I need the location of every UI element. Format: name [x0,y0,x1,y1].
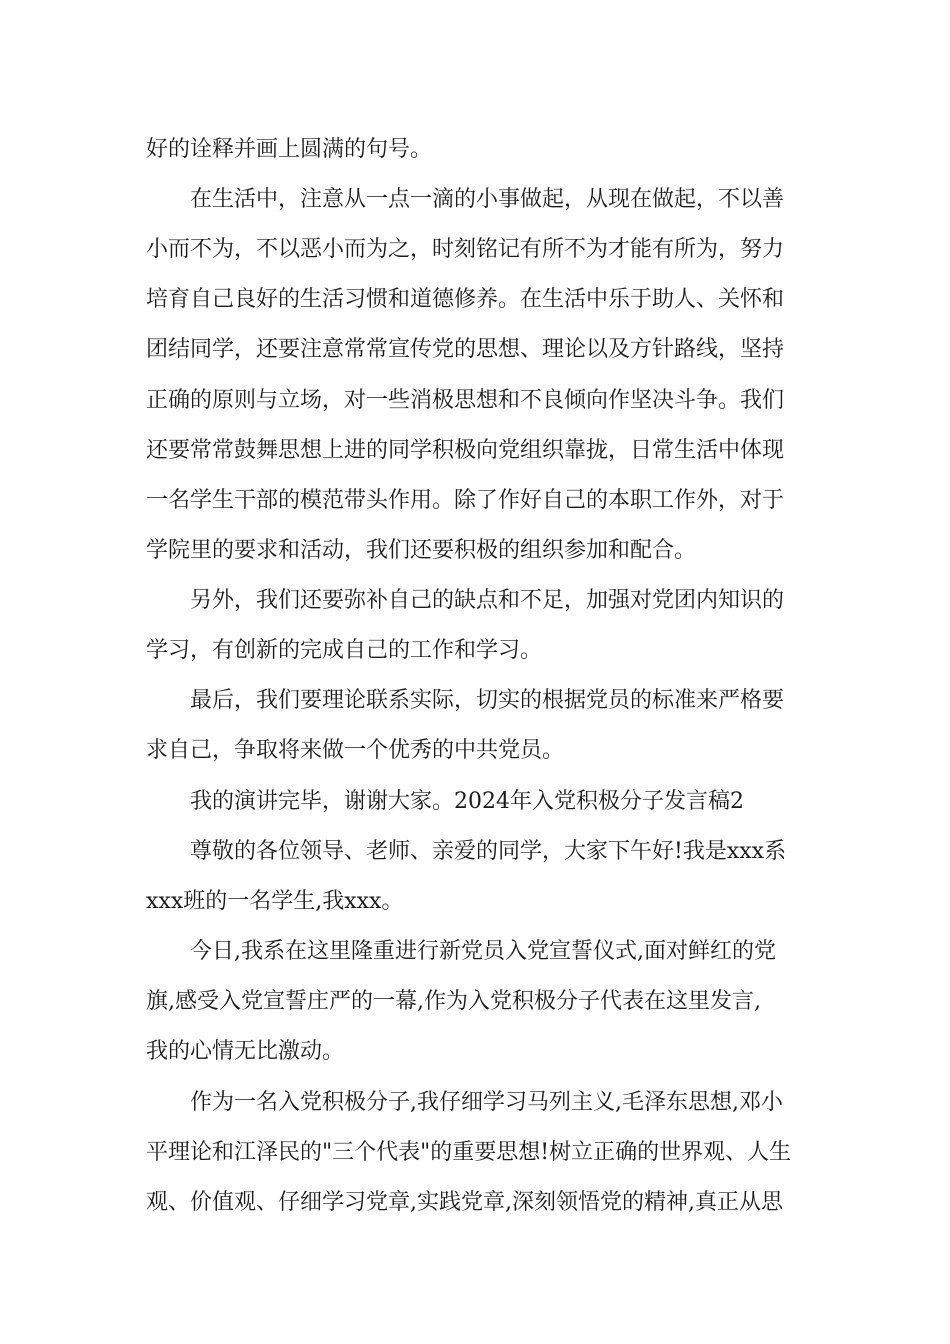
text-line: 平理论和江泽民的"三个代表"的重要思想!树立正确的世界观、人生 [146,1140,792,1165]
text-line: 我的演讲完毕，谢谢大家。2024年入党积极分子发言稿2 [190,789,744,814]
text-line: 另外，我们还要弥补自己的缺点和不足，加强对党团内知识的 [190,588,785,613]
text-line: 求自己，争取将来做一个优秀的中共党员。 [146,738,565,763]
text-line: 最后，我们要理论联系实际，切实的根据党员的标准来严格要 [190,688,785,713]
text-line: 尊敬的各位领导、老师、亲爱的同学，大家下午好!我是xxx系 [190,839,787,864]
text-line: 学习，有创新的完成自己的工作和学习。 [146,638,543,663]
text-line: 培育自己良好的生活习惯和道德修养。在生活中乐于助人、关怀和 [146,287,785,312]
text-line: 作为一名入党积极分子,我仔细学习马列主义,毛泽东思想,邓小 [190,1090,783,1115]
text-line: 我的心情无比激动。 [146,1039,345,1064]
text-line: 学院里的要求和活动，我们还要积极的组织参加和配合。 [146,538,697,563]
text-line: xxx班的一名学生,我xxx。 [146,889,404,914]
text-line: 今日,我系在这里隆重进行新党员入党宣誓仪式,面对鲜红的党 [190,939,776,964]
text-line: 在生活中，注意从一点一滴的小事做起，从现在做起，不以善 [190,187,785,212]
text-line: 好的诠释并画上圆满的句号。 [146,137,433,162]
text-line: 团结同学，还要注意常常宣传党的思想、理论以及方针路线，坚持 [146,337,785,362]
text-line: 还要常常鼓舞思想上进的同学积极向党组织靠拢，日常生活中体现 [146,438,785,463]
text-line: 正确的原则与立场，对一些消极思想和不良倾向作坚决斗争。我们 [146,388,785,413]
text-line: 一名学生干部的模范带头作用。除了作好自己的本职工作外，对于 [146,488,785,513]
text-line: 观、价值观、仔细学习党章,实践党章,深刻领悟党的精神,真正从思 [146,1190,783,1215]
text-line: 旗,感受入党宣誓庄严的一幕,作为入党积极分子代表在这里发言, [146,989,761,1014]
text-line: 小而不为，不以恶小而为之，时刻铭记有所不为才能有所为，努力 [146,237,785,262]
